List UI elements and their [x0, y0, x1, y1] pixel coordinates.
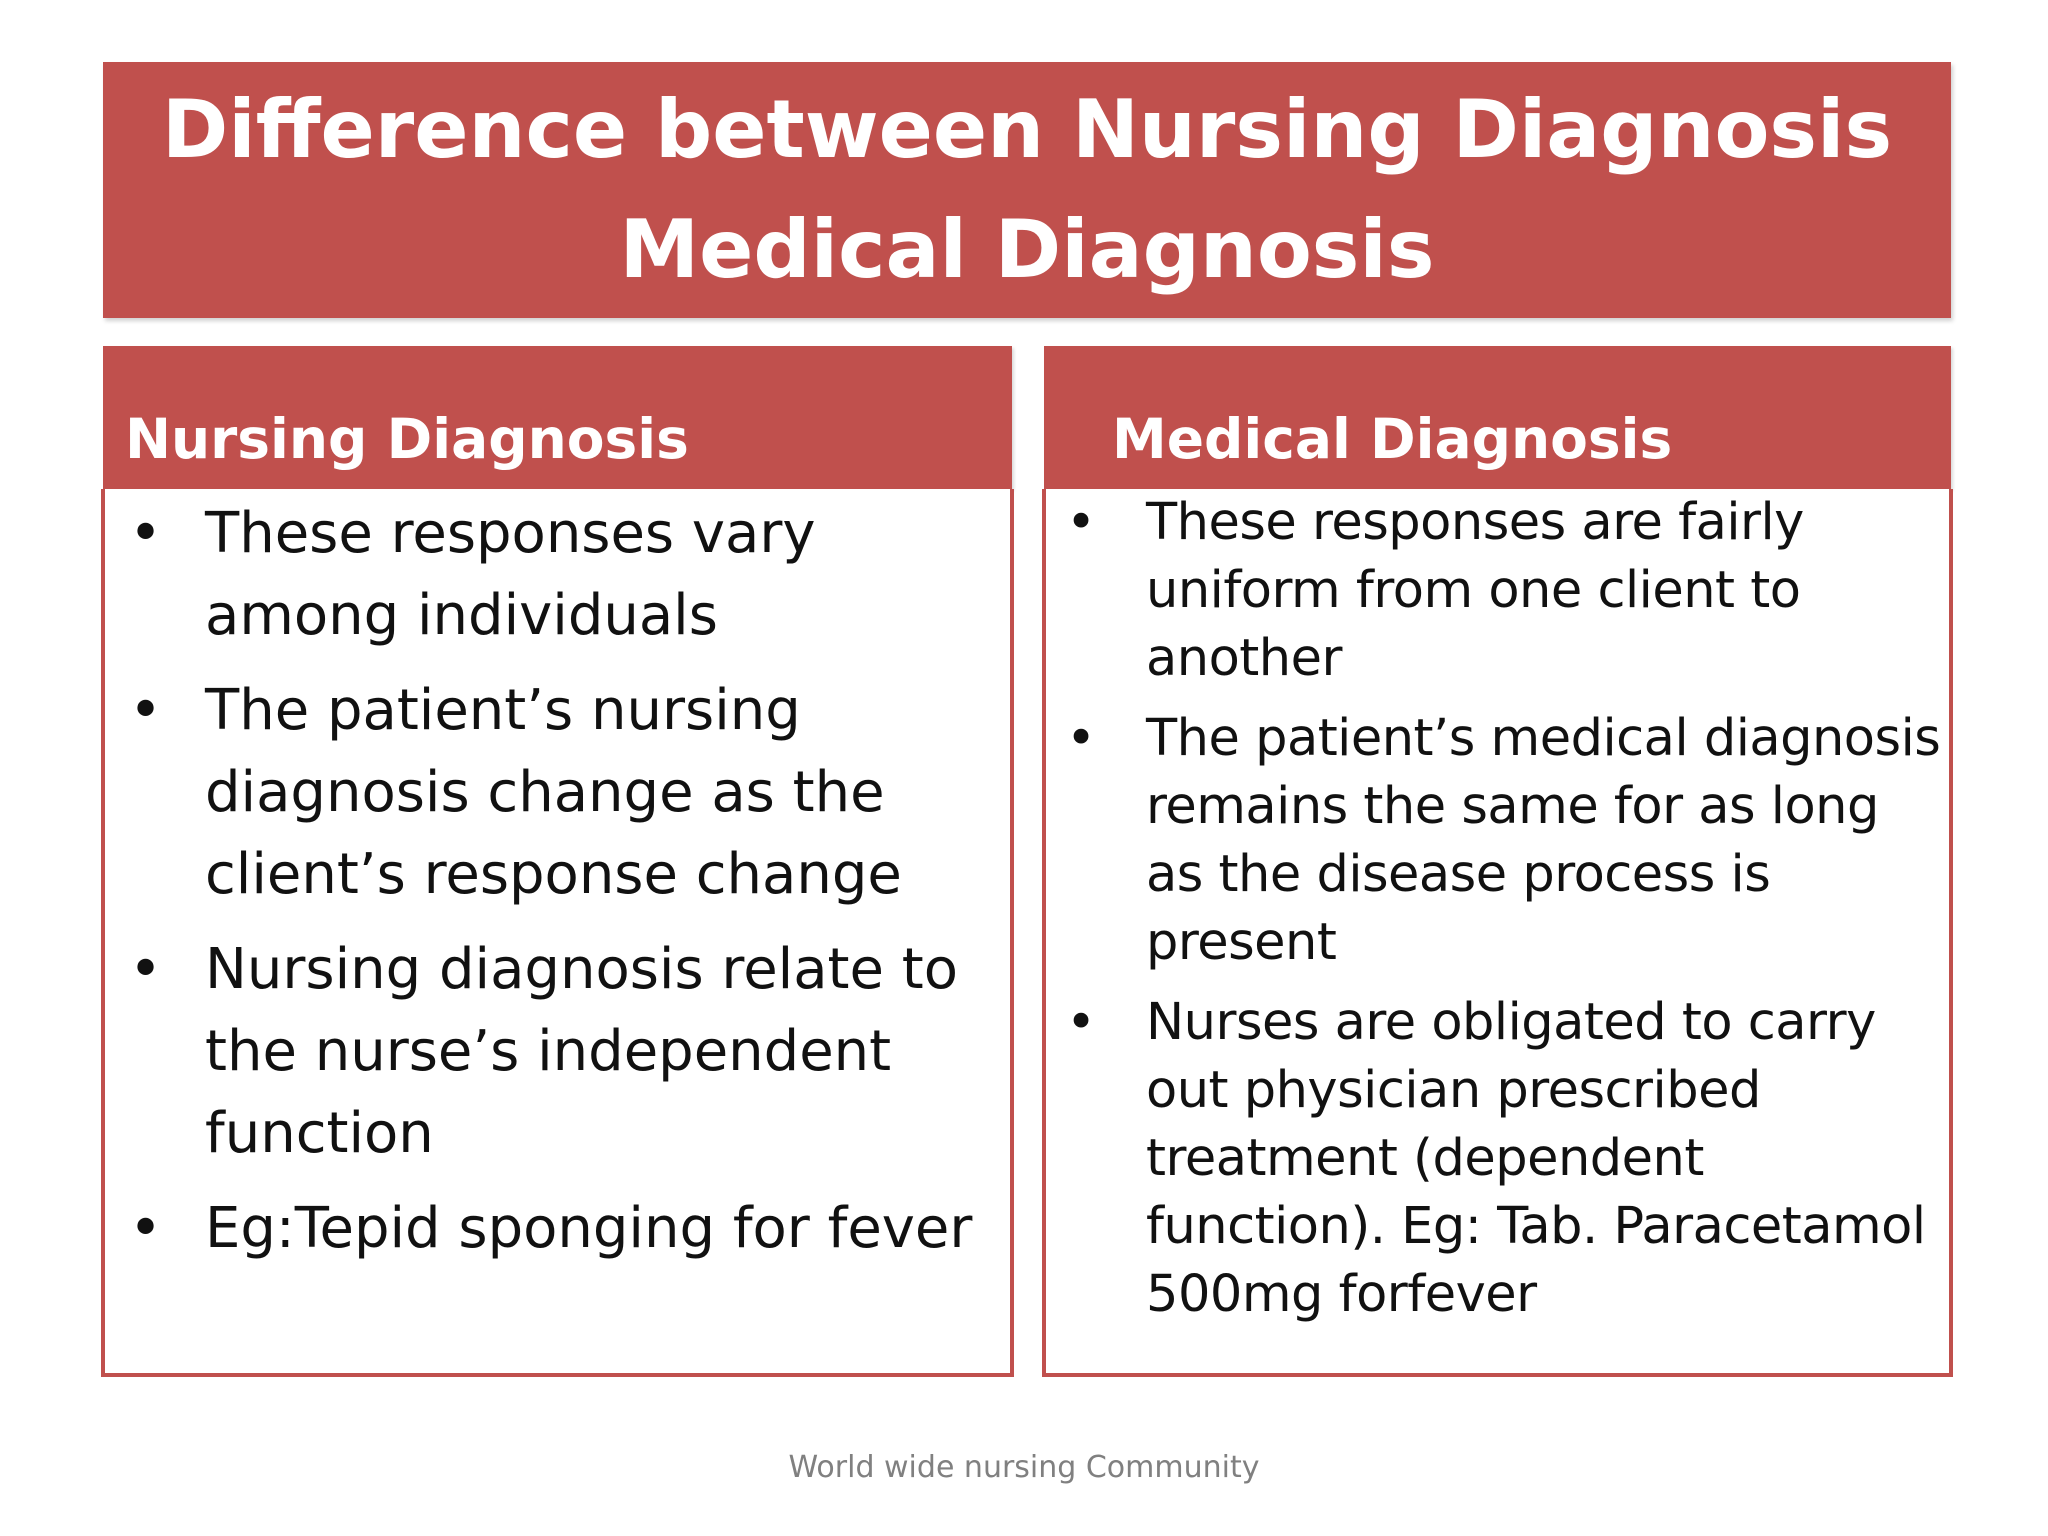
bullet-icon: • — [1066, 493, 1096, 552]
bullet-icon: • — [1066, 993, 1096, 1052]
bullet-icon: • — [129, 937, 163, 1002]
nursing-diagnosis-list — [105, 489, 1010, 1270]
slide-title-line-1: Difference between Nursing Diagnosis — [161, 83, 1893, 176]
list-item — [105, 929, 1010, 1175]
bullet-icon: • — [129, 501, 163, 566]
list-item-text: These responses are fairly uniform from one client to another — [1146, 493, 1804, 688]
list-item-text: These responses vary among individuals — [205, 501, 816, 648]
title-banner — [103, 62, 1951, 318]
list-item-text: Nursing diagnosis relate to the nurse’s independent function — [205, 937, 958, 1166]
list-item — [105, 1188, 1010, 1270]
slide-title-line-2: Medical Diagnosis — [619, 203, 1435, 296]
list-item — [1046, 989, 1949, 1329]
nursing-diagnosis-header: Nursing Diagnosis — [103, 346, 1012, 489]
list-item-text: The patient’s nursing diagnosis change as the client’s response change — [205, 678, 902, 907]
nursing-diagnosis-panel — [101, 489, 1014, 1377]
list-item — [1046, 705, 1949, 977]
footer-text: World wide nursing Community — [788, 1450, 1260, 1485]
list-item-text: Nurses are obligated to carry out physician prescribed treatment (dependent function). Eg: Tab. Paracetamol 500mg forfever — [1146, 993, 1926, 1324]
medical-diagnosis-list — [1046, 489, 1949, 1329]
medical-diagnosis-panel — [1042, 489, 1953, 1377]
medical-diagnosis-header: Medical Diagnosis — [1044, 346, 1951, 489]
list-item-text: Eg:Tepid sponging for fever — [205, 1196, 973, 1261]
list-item-text: The patient’s medical diagnosis remains the same for as long as the disease process is present — [1146, 709, 1941, 972]
list-item — [105, 493, 1010, 657]
bullet-icon: • — [1066, 709, 1096, 768]
list-item — [105, 670, 1010, 916]
bullet-icon: • — [129, 678, 163, 743]
bullet-icon: • — [129, 1196, 163, 1261]
list-item — [1046, 489, 1949, 693]
